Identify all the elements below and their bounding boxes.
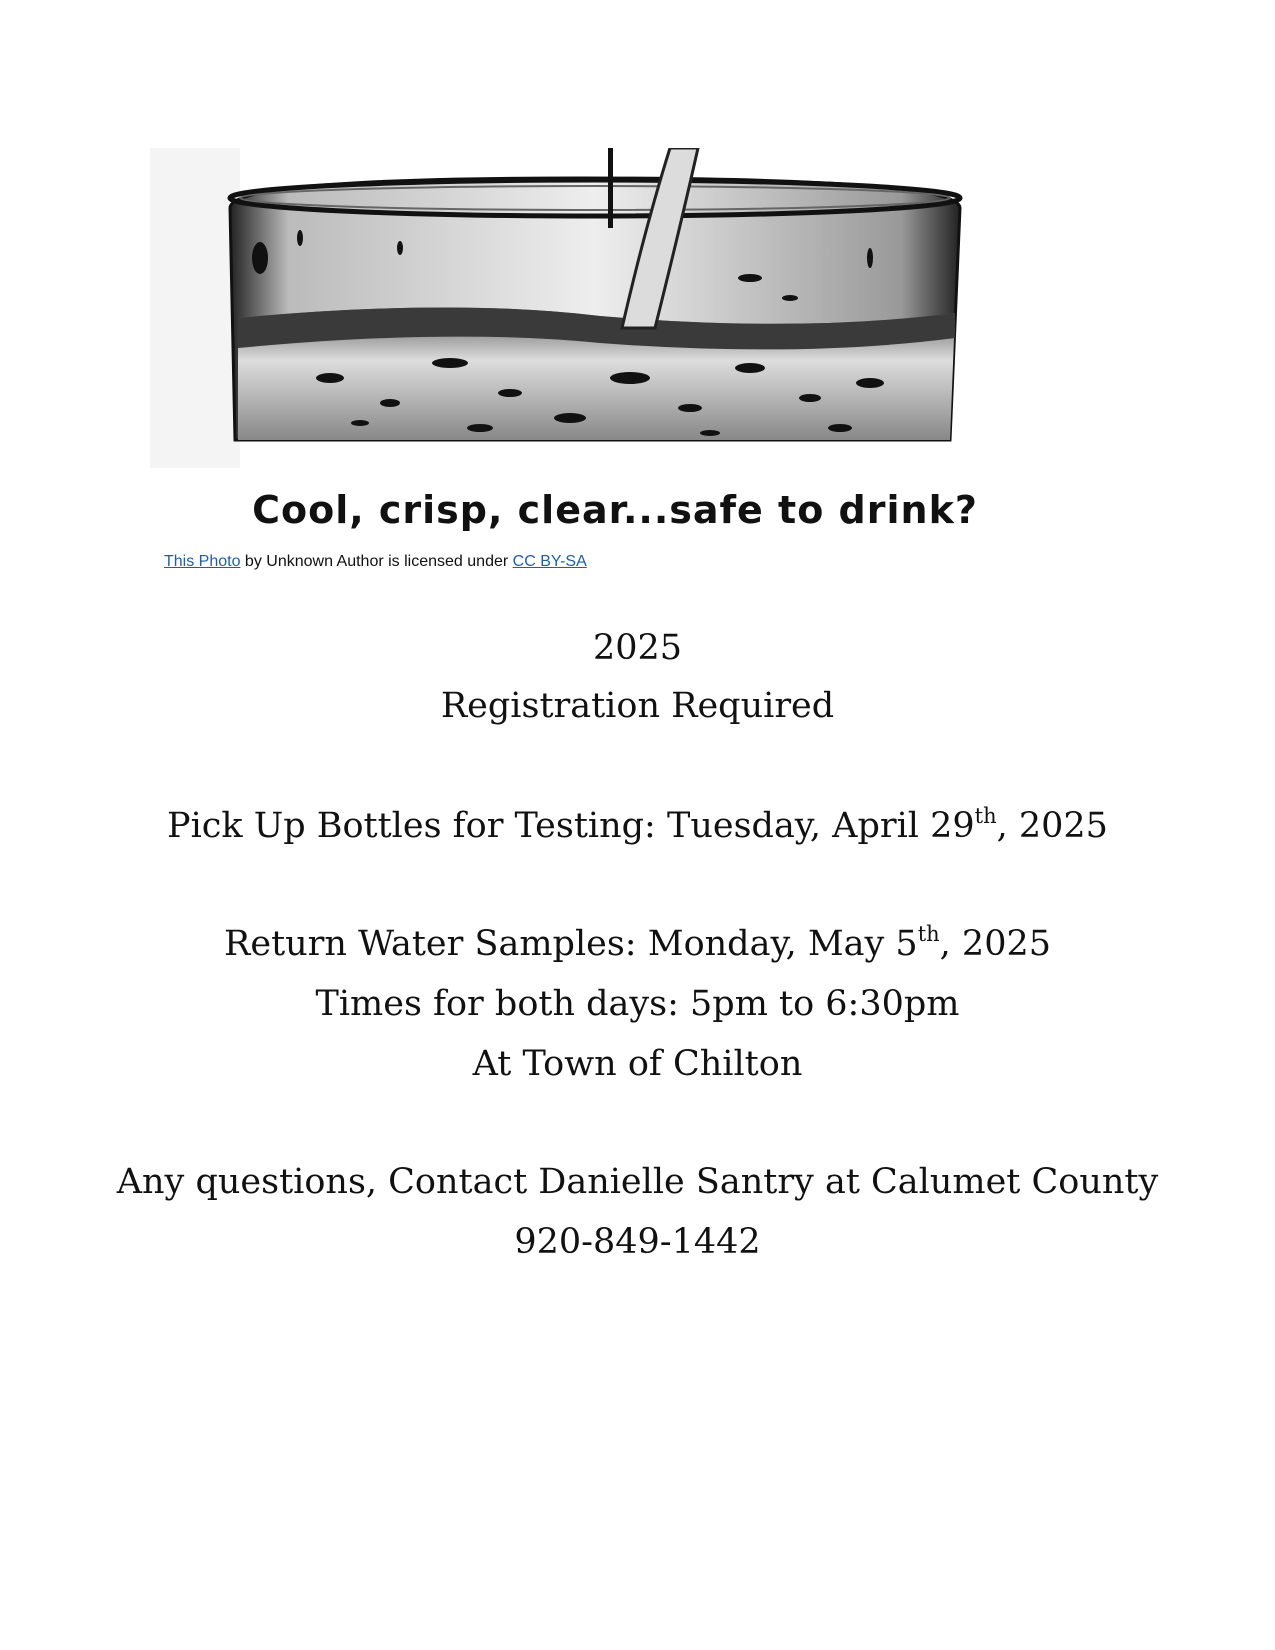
times: Times for both days: 5pm to 6:30pm [315,984,960,1024]
photo-credit [164,553,587,571]
this-photo-link[interactable]: This Photo [164,553,241,570]
return-date [0,924,1275,964]
headline: Cool, crisp, clear...safe to drink? [252,488,978,532]
location: At Town of Chilton [472,1044,803,1084]
phone-number: 920-849-1442 [514,1222,761,1262]
pickup-date [0,806,1275,846]
return-superscript: th [917,922,940,946]
registration-required: Registration Required [440,686,835,726]
return-year: , 2025 [939,924,1051,964]
glass-of-water-photo [150,148,1010,468]
pickup-year: , 2025 [996,806,1108,846]
credit-text: by Unknown Author is licensed under [240,553,513,570]
return-text: Return Water Samples: Monday, May 5 [224,924,918,964]
cc-by-sa-link[interactable]: CC BY-SA [512,553,587,570]
contact: Any questions, Contact Danielle Santry at Calumet County [116,1162,1159,1202]
pickup-superscript: th [974,804,997,828]
year: 2025 [592,628,683,668]
pickup-text: Pick Up Bottles for Testing: Tuesday, April 29 [167,806,975,846]
